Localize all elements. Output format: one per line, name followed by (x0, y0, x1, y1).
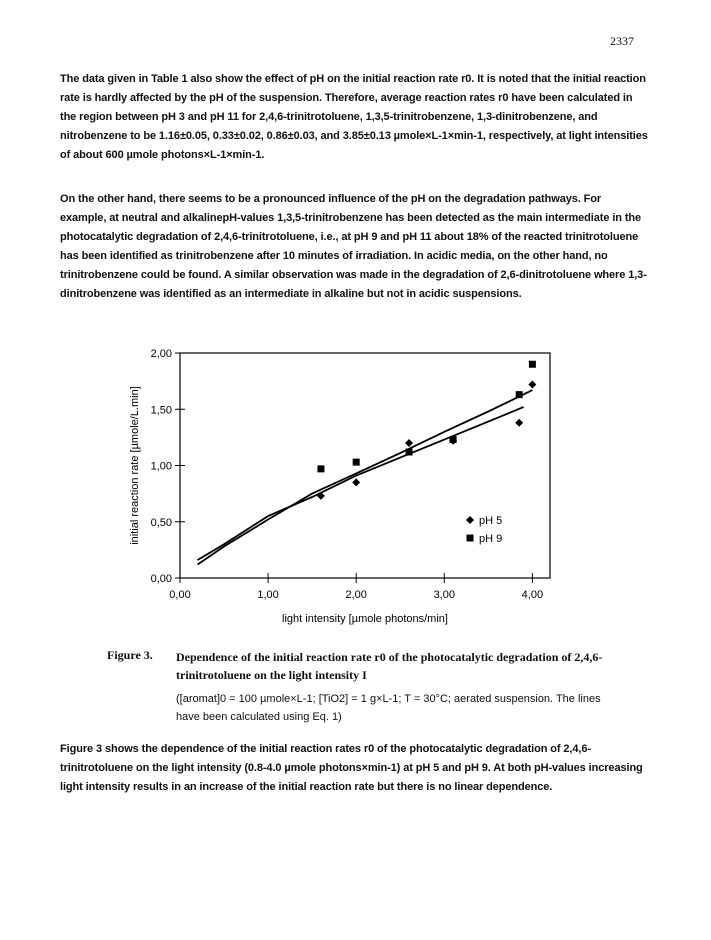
x-tick-label: 2,00 (345, 589, 367, 601)
figure-title: Dependence of the initial reaction rate r0 of the photocatalytic degradation of 2,4,6-trinitrotoluene on the light intensity I (176, 650, 603, 682)
y-tick-label: 1,50 (150, 404, 172, 417)
legend-label-ph9: pH 9 (479, 533, 503, 545)
data-point-ph5 (352, 478, 360, 486)
x-tick-label: 0,00 (169, 589, 191, 601)
y-tick-label: 1,00 (150, 460, 172, 473)
data-point-ph5 (405, 439, 413, 447)
chart-svg (125, 348, 595, 628)
data-point-ph9 (317, 465, 324, 472)
legend-marker-ph5 (466, 516, 474, 524)
data-point-ph5 (528, 381, 536, 389)
y-tick-label: 0,50 (150, 516, 172, 529)
y-axis-label: initial reaction rate [µmole/L.min] (129, 386, 141, 545)
figure-3-chart (125, 348, 595, 628)
y-tick-label: 2,00 (150, 348, 172, 360)
data-point-ph5 (515, 419, 523, 427)
paragraph-3: Figure 3 shows the dependence of the initial reaction rates r0 of the photocatalytic degradation of 2,4,6-trinitrotoluene on the light intensity (0.8-4.0 µmole photons×min-1) at pH 5 and pH 9. At both pH-values increasing light intensity results in an increase of the initial reaction rate but there is no linear dependence. (60, 743, 643, 793)
x-tick-label: 4,00 (521, 589, 544, 601)
x-axis-label: light intensity [µmole photons/min] (282, 613, 448, 625)
x-tick-label: 1,00 (257, 589, 279, 601)
legend-marker-ph9 (467, 535, 474, 542)
data-point-ph9 (529, 361, 536, 368)
data-point-ph9 (516, 391, 523, 398)
paragraph-1: The data given in Table 1 also show the effect of pH on the initial reaction rate r0. It is noted that the initial reaction rate is hardly affected by the pH of the suspension. Therefore, average reaction rates r0 have been calculated in the region between pH 3 and pH 11 for 2,4,6-trinitrotoluene, 1,3,5-trinitrobenzene, 1,3-dinitrobenzene, and nitrobenzene to be 1.16±0.05, 0.33±0.02, 0.86±0.03, and 3.85±0.13 µmole×L-1×min-1, respectively, at light intensities of about 600 µmole photons×L-1×min-1. (60, 73, 648, 161)
data-point-ph9 (406, 449, 413, 456)
data-point-ph9 (353, 459, 360, 466)
figure-label: Figure 3. (107, 648, 153, 662)
data-point-ph9 (450, 436, 457, 443)
page-number: 2337 (610, 34, 634, 48)
y-tick-label: 0,00 (150, 573, 172, 585)
x-tick-label: 3,00 (433, 589, 455, 601)
fit-line-ph5 (198, 407, 524, 560)
paragraph-2: On the other hand, there seems to be a pronounced influence of the pH on the degradation pathways. For example, at neutral and alkalinepH-values 1,3,5-trinitrobenzene has been detected as the main intermediate in the photocatalytic degradation of 2,4,6-trinitrotoluene, i.e., at pH 9 and pH 11 about 18% of the reacted trinitrotoluene has been identified as trinitrobenzene after 10 minutes of irradiation. In acidic media, on the other hand, no trinitrobenzene could be found. A similar observation was made in the degradation of 2,6-dinitrotoluene where 1,3-dinitrobenzene was identified as an intermediate in alkaline but not in acidic suspensions. (60, 193, 647, 300)
legend-label-ph5: pH 5 (479, 515, 503, 527)
figure-note: ([aromat]0 = 100 µmole×L-1; [TiO2] = 1 g×L-1; T = 30°C; aerated suspension. The lines have been calculated using Eq. 1) (176, 693, 601, 723)
